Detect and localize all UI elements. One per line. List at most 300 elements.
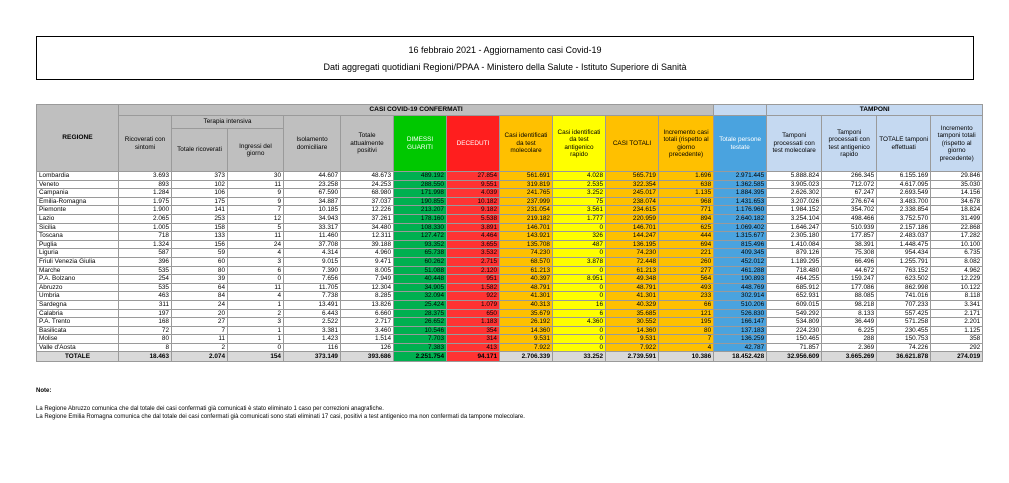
cell-deceduti: 1.582 [447, 283, 500, 292]
cell-ricoverati: 2.065 [119, 214, 172, 223]
cell-region: Lazio [37, 214, 119, 223]
cell-region: Marche [37, 266, 119, 275]
cell-test-molecolare: 146.701 [500, 223, 553, 232]
cell-ricoverati: 1.005 [119, 223, 172, 232]
cell-terapia-intensiva: 133 [172, 232, 228, 241]
cell-dimessi: 28.375 [394, 309, 447, 318]
cell-test-molecolare: 74.230 [500, 249, 553, 258]
table-row [37, 240, 983, 249]
cell-test-antigenico: 1.777 [553, 214, 606, 223]
cell-tamponi-totali: 2.157.186 [877, 223, 931, 232]
cell-ricoverati: 80 [119, 335, 172, 344]
cell-terapia-intensiva: 39 [172, 275, 228, 284]
cell-terapia-intensiva: 156 [172, 240, 228, 249]
cell-ingressi: 6 [228, 266, 284, 275]
cell-test-molecolare: 41.301 [500, 292, 553, 301]
cell-attualmente-positivi: 8.005 [341, 266, 394, 275]
cell-dimessi: 25.424 [394, 300, 447, 309]
cell-attualmente-positivi: 7.949 [341, 275, 394, 284]
cell-isolamento: 44.607 [284, 172, 341, 181]
table-row [37, 172, 983, 181]
cell-isolamento: 4.314 [284, 249, 341, 258]
cell-tamponi-molecolari: 549.292 [767, 309, 822, 318]
group-header-tests: TAMPONI [767, 105, 983, 116]
cell-tamponi-antigenici: 498.466 [822, 214, 877, 223]
table-row [37, 309, 983, 318]
cell-persone-testate: 190.893 [714, 275, 767, 284]
cell-incremento-casi: 277 [659, 266, 714, 275]
cell-region: Puglia [37, 240, 119, 249]
cell-dimessi: 190.855 [394, 197, 447, 206]
cell-ricoverati: 718 [119, 232, 172, 241]
cell-casi-totali: 49.348 [606, 275, 659, 284]
cell-region: P.A. Bolzano [37, 275, 119, 284]
cell-incremento-casi: 121 [659, 309, 714, 318]
cell-tamponi-molecolari: 685.912 [767, 283, 822, 292]
cell-test-molecolare: 48.791 [500, 283, 553, 292]
cell-deceduti: 3.891 [447, 223, 500, 232]
cell-ingressi: 9 [228, 189, 284, 198]
table-row [37, 180, 983, 189]
cell-test-molecolare: 219.182 [500, 214, 553, 223]
cell-attualmente-positivi: 13.826 [341, 300, 394, 309]
group-header-cases: CASI COVID-19 CONFERMATI [119, 105, 714, 116]
total-cell-terapia-intensiva: 2.074 [172, 352, 228, 362]
cell-deceduti: 4.464 [447, 232, 500, 241]
cell-terapia-intensiva: 60 [172, 257, 228, 266]
table-row [37, 318, 983, 327]
cell-test-antigenico: 75 [553, 197, 606, 206]
col-header-casi-totali: CASI TOTALI [606, 116, 659, 172]
cell-persone-testate: 166.147 [714, 318, 767, 327]
cell-casi-totali: 7.922 [606, 343, 659, 352]
total-cell-persone-testate: 18.452.428 [714, 352, 767, 362]
cell-dimessi: 32.094 [394, 292, 447, 301]
cell-test-antigenico: 3.878 [553, 257, 606, 266]
cell-isolamento: 7.738 [284, 292, 341, 301]
cell-terapia-intensiva: 27 [172, 318, 228, 327]
cell-test-antigenico: 4.360 [553, 318, 606, 327]
cell-region: Toscana [37, 232, 119, 241]
cell-terapia-intensiva: 253 [172, 214, 228, 223]
note-line: La Regione Emilia Romagna comunica che dal totale dei casi confermati già comunicati sono stati eliminati 17 casi, positivi a test antigenico ma non confermati da tampone molecolare. [36, 414, 525, 420]
cell-deceduti: 10.182 [447, 197, 500, 206]
cell-region: Sicilia [37, 223, 119, 232]
cell-tamponi-molecolari: 1.984.152 [767, 206, 822, 215]
cell-test-antigenico: 487 [553, 240, 606, 249]
cell-ricoverati: 8 [119, 343, 172, 352]
cell-incremento-casi: 625 [659, 223, 714, 232]
cell-casi-totali: 144.247 [606, 232, 659, 241]
cell-persone-testate: 448.769 [714, 283, 767, 292]
cell-incremento-casi: 80 [659, 326, 714, 335]
cell-casi-totali: 322.354 [606, 180, 659, 189]
cell-persone-testate: 1.315.677 [714, 232, 767, 241]
cell-persone-testate: 461.288 [714, 266, 767, 275]
cell-persone-testate: 42.787 [714, 343, 767, 352]
cell-incremento-tamponi: 8.118 [931, 292, 983, 301]
cell-region: Piemonte [37, 206, 119, 215]
cell-region: Friuli Venezia Giulia [37, 257, 119, 266]
cell-tamponi-molecolari: 652.931 [767, 292, 822, 301]
cell-tamponi-totali: 2.338.854 [877, 206, 931, 215]
col-header-test-antigenico: Casi identificati da test antigenico rapido [553, 116, 606, 172]
total-cell-tamponi-totali: 36.621.878 [877, 352, 931, 362]
cell-ingressi: 30 [228, 172, 284, 181]
cell-attualmente-positivi: 6.660 [341, 309, 394, 318]
cell-incremento-casi: 66 [659, 300, 714, 309]
cell-region: Molise [37, 335, 119, 344]
cell-attualmente-positivi: 12.226 [341, 206, 394, 215]
cell-tamponi-molecolari: 1.189.295 [767, 257, 822, 266]
total-cell-dimessi: 2.251.754 [394, 352, 447, 362]
cell-tamponi-totali: 571.258 [877, 318, 931, 327]
cell-dimessi: 288.550 [394, 180, 447, 189]
cell-attualmente-positivi: 39.188 [341, 240, 394, 249]
cell-isolamento: 37.708 [284, 240, 341, 249]
col-header-totale-ricoverati: Totale ricoverati [172, 129, 228, 172]
cell-deceduti: 3.655 [447, 240, 500, 249]
cell-attualmente-positivi: 126 [341, 343, 394, 352]
cell-persone-testate: 1.431.653 [714, 197, 767, 206]
total-cell-test-molecolare: 2.706.339 [500, 352, 553, 362]
cell-tamponi-totali: 954.434 [877, 249, 931, 258]
cell-test-antigenico: 3.561 [553, 206, 606, 215]
cell-isolamento: 67.590 [284, 189, 341, 198]
cell-incremento-tamponi: 3.341 [931, 300, 983, 309]
cell-test-antigenico: 0 [553, 223, 606, 232]
cell-test-molecolare: 26.192 [500, 318, 553, 327]
cell-tamponi-totali: 74.226 [877, 343, 931, 352]
cell-tamponi-totali: 4.617.095 [877, 180, 931, 189]
group-header-persons-spacer [714, 105, 767, 116]
cell-region: Abruzzo [37, 283, 119, 292]
cell-isolamento: 7.656 [284, 275, 341, 284]
cell-dimessi: 7.383 [394, 343, 447, 352]
cell-incremento-casi: 564 [659, 275, 714, 284]
cell-ricoverati: 535 [119, 266, 172, 275]
cell-attualmente-positivi: 12.304 [341, 283, 394, 292]
cell-attualmente-positivi: 4.960 [341, 249, 394, 258]
cell-tamponi-molecolari: 3.905.023 [767, 180, 822, 189]
cell-test-antigenico: 16 [553, 300, 606, 309]
cell-region: Campania [37, 189, 119, 198]
cell-persone-testate: 137.183 [714, 326, 767, 335]
cell-test-molecolare: 9.531 [500, 335, 553, 344]
cell-tamponi-molecolari: 609.015 [767, 300, 822, 309]
cell-casi-totali: 220.959 [606, 214, 659, 223]
cell-tamponi-molecolari: 150.465 [767, 335, 822, 344]
cell-casi-totali: 35.685 [606, 309, 659, 318]
cell-test-molecolare: 14.360 [500, 326, 553, 335]
notes-section [36, 388, 525, 420]
cell-region: Valle d'Aosta [37, 343, 119, 352]
cell-incremento-casi: 638 [659, 180, 714, 189]
cell-deceduti: 922 [447, 292, 500, 301]
cell-ricoverati: 1.324 [119, 240, 172, 249]
cell-deceduti: 1.183 [447, 318, 500, 327]
cell-casi-totali: 9.531 [606, 335, 659, 344]
table-row [37, 283, 983, 292]
cell-deceduti: 951 [447, 275, 500, 284]
cell-casi-totali: 238.074 [606, 197, 659, 206]
cell-region: Umbria [37, 292, 119, 301]
cell-incremento-tamponi: 17.282 [931, 232, 983, 241]
cell-deceduti: 3.532 [447, 249, 500, 258]
cell-dimessi: 51.088 [394, 266, 447, 275]
cell-ingressi: 4 [228, 249, 284, 258]
cell-ricoverati: 893 [119, 180, 172, 189]
cell-casi-totali: 48.791 [606, 283, 659, 292]
col-header-ingressi: Ingressi del giorno [228, 129, 284, 172]
col-header-region: REGIONE [37, 105, 119, 172]
cell-deceduti: 4.039 [447, 189, 500, 198]
cell-test-antigenico: 2.535 [553, 180, 606, 189]
cell-tamponi-antigenici: 288 [822, 335, 877, 344]
cell-tamponi-antigenici: 159.247 [822, 275, 877, 284]
cell-tamponi-antigenici: 98.218 [822, 300, 877, 309]
cell-deceduti: 1.079 [447, 300, 500, 309]
cell-tamponi-totali: 862.998 [877, 283, 931, 292]
cell-ricoverati: 1.284 [119, 189, 172, 198]
cell-persone-testate: 302.914 [714, 292, 767, 301]
cell-persone-testate: 510.206 [714, 300, 767, 309]
cell-ingressi: 1 [228, 326, 284, 335]
cell-tamponi-totali: 3.483.700 [877, 197, 931, 206]
total-cell-attualmente-positivi: 393.686 [341, 352, 394, 362]
cell-dimessi: 171.998 [394, 189, 447, 198]
cell-isolamento: 3.381 [284, 326, 341, 335]
cell-ingressi: 9 [228, 197, 284, 206]
cell-ricoverati: 168 [119, 318, 172, 327]
cell-dimessi: 40.448 [394, 275, 447, 284]
cell-attualmente-positivi: 34.480 [341, 223, 394, 232]
cell-attualmente-positivi: 68.980 [341, 189, 394, 198]
cell-ricoverati: 463 [119, 292, 172, 301]
cell-ricoverati: 587 [119, 249, 172, 258]
cell-ingressi: 1 [228, 300, 284, 309]
cell-dimessi: 489.192 [394, 172, 447, 181]
cell-tamponi-totali: 557.425 [877, 309, 931, 318]
cell-isolamento: 23.258 [284, 180, 341, 189]
cell-test-antigenico: 8.951 [553, 275, 606, 284]
cell-tamponi-totali: 623.502 [877, 275, 931, 284]
cell-incremento-casi: 221 [659, 249, 714, 258]
cell-test-antigenico: 0 [553, 343, 606, 352]
cell-incremento-casi: 1.696 [659, 172, 714, 181]
table-row [37, 206, 983, 215]
col-header-tamponi-antigenici: Tamponi processati con test antigenico rapido [822, 116, 877, 172]
cell-region: Veneto [37, 180, 119, 189]
cell-tamponi-molecolari: 1.410.084 [767, 240, 822, 249]
cell-ingressi: 1 [228, 335, 284, 344]
cell-ingressi: 24 [228, 240, 284, 249]
cell-tamponi-antigenici: 6.225 [822, 326, 877, 335]
cell-test-antigenico: 4.028 [553, 172, 606, 181]
cell-incremento-casi: 7 [659, 335, 714, 344]
cell-isolamento: 11.705 [284, 283, 341, 292]
cell-ricoverati: 311 [119, 300, 172, 309]
cell-tamponi-molecolari: 224.230 [767, 326, 822, 335]
cell-incremento-tamponi: 10.122 [931, 283, 983, 292]
cell-deceduti: 9.551 [447, 180, 500, 189]
cell-dimessi: 65.738 [394, 249, 447, 258]
cell-persone-testate: 2.971.445 [714, 172, 767, 181]
cell-tamponi-totali: 6.155.169 [877, 172, 931, 181]
cell-test-antigenico: 0 [553, 283, 606, 292]
cell-incremento-casi: 4 [659, 343, 714, 352]
cell-incremento-casi: 233 [659, 292, 714, 301]
table-row [37, 335, 983, 344]
cell-incremento-tamponi: 35.030 [931, 180, 983, 189]
cell-test-antigenico: 0 [553, 326, 606, 335]
cell-incremento-tamponi: 1.125 [931, 326, 983, 335]
cell-incremento-tamponi: 34.678 [931, 197, 983, 206]
total-cell-tamponi-antigenici: 3.665.269 [822, 352, 877, 362]
cell-attualmente-positivi: 37.037 [341, 197, 394, 206]
cell-casi-totali: 14.360 [606, 326, 659, 335]
note-line: La Regione Abruzzo comunica che dal totale dei casi confermati già comunicati è stato eliminato 1 caso per correzioni anagrafiche. [36, 406, 384, 412]
cell-attualmente-positivi: 24.253 [341, 180, 394, 189]
cell-terapia-intensiva: 20 [172, 309, 228, 318]
cell-casi-totali: 565.719 [606, 172, 659, 181]
cell-tamponi-antigenici: 36.449 [822, 318, 877, 327]
cell-test-antigenico: 0 [553, 292, 606, 301]
cell-tamponi-totali: 707.233 [877, 300, 931, 309]
report-title: 16 febbraio 2021 - Aggiornamento casi Covid-19 [408, 45, 602, 55]
cell-incremento-tamponi: 292 [931, 343, 983, 352]
cell-incremento-tamponi: 358 [931, 335, 983, 344]
cell-region: Calabria [37, 309, 119, 318]
col-header-tamponi-molecolari: Tamponi processati con test molecolare [767, 116, 822, 172]
cell-terapia-intensiva: 11 [172, 335, 228, 344]
cell-deceduti: 314 [447, 335, 500, 344]
cell-deceduti: 354 [447, 326, 500, 335]
cell-test-molecolare: 135.708 [500, 240, 553, 249]
cell-terapia-intensiva: 80 [172, 266, 228, 275]
cell-test-molecolare: 231.054 [500, 206, 553, 215]
table-row [37, 343, 983, 352]
total-row [37, 352, 983, 362]
cell-ricoverati: 72 [119, 326, 172, 335]
cell-persone-testate: 1.884.395 [714, 189, 767, 198]
cell-tamponi-molecolari: 2.305.180 [767, 232, 822, 241]
cell-isolamento: 10.185 [284, 206, 341, 215]
cell-tamponi-totali: 741.016 [877, 292, 931, 301]
col-header-incremento-tamponi: Incremento tamponi totali (rispetto al giorno precedente) [931, 116, 983, 172]
cell-test-molecolare: 237.999 [500, 197, 553, 206]
cell-terapia-intensiva: 141 [172, 206, 228, 215]
table-row [37, 232, 983, 241]
cell-terapia-intensiva: 2 [172, 343, 228, 352]
cell-deceduti: 27.854 [447, 172, 500, 181]
cell-isolamento: 34.943 [284, 214, 341, 223]
cell-tamponi-totali: 230.455 [877, 326, 931, 335]
cell-tamponi-molecolari: 71.857 [767, 343, 822, 352]
col-header-deceduti: DECEDUTI [447, 116, 500, 172]
cell-ingressi: 11 [228, 283, 284, 292]
total-cell-tamponi-molecolari: 32.956.609 [767, 352, 822, 362]
cell-incremento-casi: 1.135 [659, 189, 714, 198]
cell-isolamento: 13.491 [284, 300, 341, 309]
cell-incremento-tamponi: 31.499 [931, 214, 983, 223]
cell-tamponi-molecolari: 5.888.824 [767, 172, 822, 181]
cell-attualmente-positivi: 2.717 [341, 318, 394, 327]
cell-persone-testate: 452.012 [714, 257, 767, 266]
cell-tamponi-antigenici: 266.345 [822, 172, 877, 181]
cell-test-antigenico: 3.252 [553, 189, 606, 198]
cell-dimessi: 10.546 [394, 326, 447, 335]
cell-tamponi-antigenici: 2.369 [822, 343, 877, 352]
cell-isolamento: 7.390 [284, 266, 341, 275]
cell-tamponi-antigenici: 276.674 [822, 197, 877, 206]
cell-attualmente-positivi: 48.673 [341, 172, 394, 181]
cell-incremento-tamponi: 12.229 [931, 275, 983, 284]
cell-tamponi-antigenici: 88.085 [822, 292, 877, 301]
cell-ingressi: 2 [228, 309, 284, 318]
cell-tamponi-totali: 150.753 [877, 335, 931, 344]
cell-dimessi: 178.160 [394, 214, 447, 223]
cell-tamponi-molecolari: 534.809 [767, 318, 822, 327]
cell-incremento-casi: 260 [659, 257, 714, 266]
cell-tamponi-antigenici: 38.391 [822, 240, 877, 249]
cell-incremento-casi: 894 [659, 214, 714, 223]
cell-test-molecolare: 40.397 [500, 275, 553, 284]
cell-tamponi-totali: 1.255.791 [877, 257, 931, 266]
cell-isolamento: 34.887 [284, 197, 341, 206]
cell-incremento-tamponi: 10.100 [931, 240, 983, 249]
cell-tamponi-molecolari: 1.646.247 [767, 223, 822, 232]
cell-tamponi-totali: 3.752.570 [877, 214, 931, 223]
cell-attualmente-positivi: 37.261 [341, 214, 394, 223]
total-cell-test-antigenico: 33.252 [553, 352, 606, 362]
table-row [37, 189, 983, 198]
table-row [37, 197, 983, 206]
cell-incremento-tamponi: 14.156 [931, 189, 983, 198]
cell-attualmente-positivi: 3.460 [341, 326, 394, 335]
total-cell-deceduti: 94.171 [447, 352, 500, 362]
cell-ingressi: 11 [228, 180, 284, 189]
table-row [37, 266, 983, 275]
total-cell-incremento-casi: 10.386 [659, 352, 714, 362]
cell-isolamento: 2.522 [284, 318, 341, 327]
cell-casi-totali: 72.448 [606, 257, 659, 266]
table-row [37, 292, 983, 301]
cell-ricoverati: 1.900 [119, 206, 172, 215]
cell-incremento-casi: 694 [659, 240, 714, 249]
cell-persone-testate: 1.176.960 [714, 206, 767, 215]
cell-tamponi-totali: 1.448.475 [877, 240, 931, 249]
cell-terapia-intensiva: 102 [172, 180, 228, 189]
cell-attualmente-positivi: 9.471 [341, 257, 394, 266]
cell-dimessi: 34.905 [394, 283, 447, 292]
cell-deceduti: 413 [447, 343, 500, 352]
cell-region: Sardegna [37, 300, 119, 309]
total-cell-ricoverati: 18.463 [119, 352, 172, 362]
cell-terapia-intensiva: 59 [172, 249, 228, 258]
cell-tamponi-antigenici: 67.247 [822, 189, 877, 198]
cell-persone-testate: 526.830 [714, 309, 767, 318]
table-row [37, 275, 983, 284]
cell-terapia-intensiva: 158 [172, 223, 228, 232]
cell-test-antigenico: 0 [553, 335, 606, 344]
report-header [36, 36, 974, 80]
table-row [37, 257, 983, 266]
cell-region: Emilia-Romagna [37, 197, 119, 206]
cell-isolamento: 11.460 [284, 232, 341, 241]
cell-region: P.A. Trento [37, 318, 119, 327]
cell-casi-totali: 146.701 [606, 223, 659, 232]
